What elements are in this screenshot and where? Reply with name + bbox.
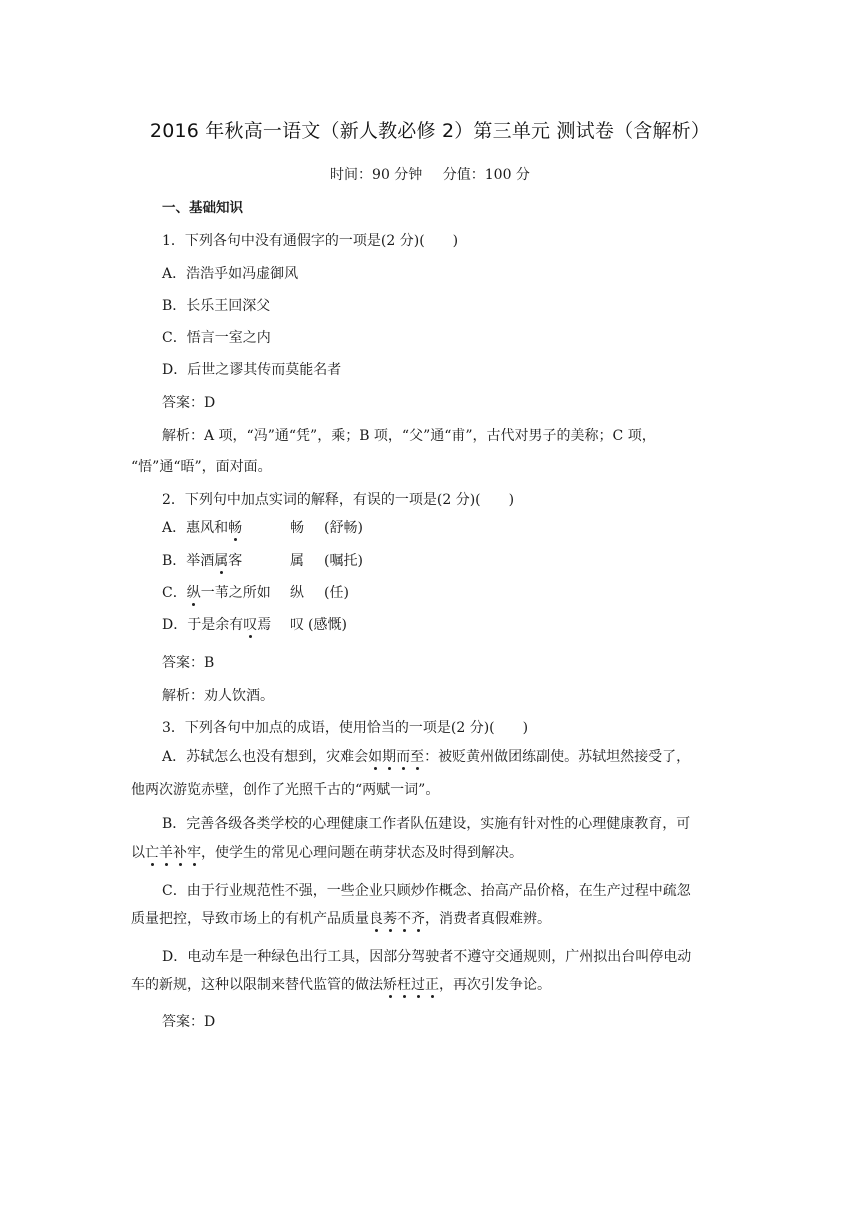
dotted-char: 过 bbox=[411, 977, 425, 993]
question-3-option-a bbox=[162, 746, 690, 766]
dotted-char: 而 bbox=[396, 749, 411, 765]
question-3-option-c: C．由于行业规范性不强，一些企业只顾炒作概念、抬高产品价格，在生产过程中疏忽 bbox=[162, 883, 691, 899]
gloss: (任) bbox=[324, 585, 349, 601]
idiom-text bbox=[368, 749, 424, 765]
option-text: B．举酒 bbox=[162, 553, 215, 569]
option-text: A．惠风和 bbox=[162, 520, 229, 536]
question-1-option-a: A．浩浩乎如冯虚御风 bbox=[162, 266, 299, 282]
option-text: 一苇之所如 bbox=[200, 585, 271, 601]
question-2-analysis: 解析：劝人饮酒。 bbox=[162, 688, 274, 704]
dotted-word: 纵 bbox=[186, 585, 201, 601]
page-title: 2016 年秋高一语文（新人教必修 2）第三单元 测试卷（含解析） bbox=[149, 120, 711, 142]
question-3-option-c-cont bbox=[131, 908, 551, 928]
dotted-idiom bbox=[383, 977, 439, 993]
question-1-analysis-cont: “悟”通“晤”，面对面。 bbox=[131, 459, 272, 475]
dotted-char: 亡 bbox=[145, 845, 159, 861]
question-2-option-b bbox=[162, 550, 462, 570]
idiom-text bbox=[383, 977, 439, 993]
question-1-analysis: 解析：A 项，“冯”通“凭”，乘；B 项，“父”通“甫”，古代对男子的美称；C 项， bbox=[162, 428, 656, 444]
option-text: ：被贬黄州做团练副使。苏轼坦然接受了， bbox=[424, 749, 691, 765]
dotted-word: 叹 bbox=[243, 617, 258, 633]
question-3-option-d-cont bbox=[131, 974, 551, 994]
dotted-char: 齐 bbox=[411, 911, 425, 927]
question-3-stem: 3．下列各句中加点的成语，使用恰当的一项是(2 分)( ) bbox=[162, 720, 529, 736]
question-3-option-b: B．完善各级各类学校的心理健康工作者队伍建设，实施有针对性的心理健康教育，可 bbox=[162, 816, 691, 832]
dotted-char: 补 bbox=[173, 845, 187, 861]
question-3-option-d: D．电动车是一种绿色出行工具，因部分驾驶者不遵守交通规则，广州拟出台叫停电动 bbox=[162, 949, 692, 965]
option-text: 客 bbox=[228, 553, 243, 569]
dotted-char: 枉 bbox=[397, 977, 411, 993]
question-1-stem: 1．下列各句中没有通假字的一项是(2 分)( ) bbox=[162, 233, 459, 249]
dotted-char: 牢 bbox=[187, 845, 201, 861]
dotted-char: 如 bbox=[368, 749, 383, 765]
question-2-option-a bbox=[162, 517, 462, 537]
glossed-word: 纵 bbox=[290, 585, 304, 601]
question-3-option-b-cont bbox=[131, 842, 523, 862]
dotted-char: 至 bbox=[410, 749, 425, 765]
question-2-option-c bbox=[162, 582, 462, 602]
option-text: A．苏轼怎么也没有想到，灾难会 bbox=[162, 749, 369, 765]
gloss: (感慨) bbox=[308, 617, 347, 633]
dotted-idiom bbox=[145, 845, 201, 861]
dotted-char: 良 bbox=[369, 911, 383, 927]
question-3-option-a-cont: 他两次游览赤壁，创作了光照千古的“两赋一词”。 bbox=[131, 782, 440, 798]
dotted-char: 莠 bbox=[383, 911, 397, 927]
dotted-char: 矫 bbox=[383, 977, 397, 993]
question-1-option-c: C．悟言一室之内 bbox=[162, 330, 271, 346]
idiom-text bbox=[369, 911, 425, 927]
glossed-word: 属 bbox=[290, 553, 304, 569]
question-2-option-d bbox=[162, 614, 462, 634]
dotted-word: 畅 bbox=[228, 520, 243, 536]
glossed-word: 叹 bbox=[290, 617, 304, 633]
gloss: (舒畅) bbox=[324, 520, 363, 536]
option-text: 焉 bbox=[257, 617, 272, 633]
dotted-char: 羊 bbox=[159, 845, 173, 861]
option-text: ，消费者真假难辨。 bbox=[425, 911, 551, 927]
dotted-char: 期 bbox=[382, 749, 397, 765]
option-text: 车的新规，这种以限制来替代监管的做法 bbox=[131, 977, 383, 993]
glossed-word: 畅 bbox=[290, 520, 304, 536]
section-heading: 一、基础知识 bbox=[162, 200, 243, 216]
option-text: D．于是余有 bbox=[162, 617, 244, 633]
question-1-answer: 答案：D bbox=[162, 395, 216, 411]
option-text: ，再次引发争论。 bbox=[439, 977, 551, 993]
question-1-option-d: D．后世之谬其传而莫能名者 bbox=[162, 362, 342, 378]
dotted-idiom bbox=[368, 749, 424, 765]
dotted-idiom bbox=[369, 911, 425, 927]
idiom-text bbox=[145, 845, 201, 861]
exam-meta bbox=[0, 164, 860, 184]
question-3-answer: 答案：D bbox=[162, 1014, 216, 1030]
option-text: 质量把控，导致市场上的有机产品质量 bbox=[131, 911, 369, 927]
dotted-char: 正 bbox=[425, 977, 439, 993]
option-text: 以 bbox=[131, 845, 145, 861]
question-1-option-b: B．长乐王回深父 bbox=[162, 298, 271, 314]
option-text: C． bbox=[162, 585, 187, 601]
dotted-char: 不 bbox=[397, 911, 411, 927]
question-2-answer: 答案：B bbox=[162, 655, 215, 671]
question-2-stem: 2．下列句中加点实词的解释，有误的一项是(2 分)( ) bbox=[162, 492, 515, 508]
option-text: ，使学生的常见心理问题在萌芽状态及时得到解决。 bbox=[201, 845, 523, 861]
time-limit: 时间：90 分钟 bbox=[330, 167, 423, 183]
dotted-word: 属 bbox=[214, 553, 229, 569]
gloss: (嘱托) bbox=[324, 553, 363, 569]
total-score: 分值：100 分 bbox=[442, 167, 530, 183]
